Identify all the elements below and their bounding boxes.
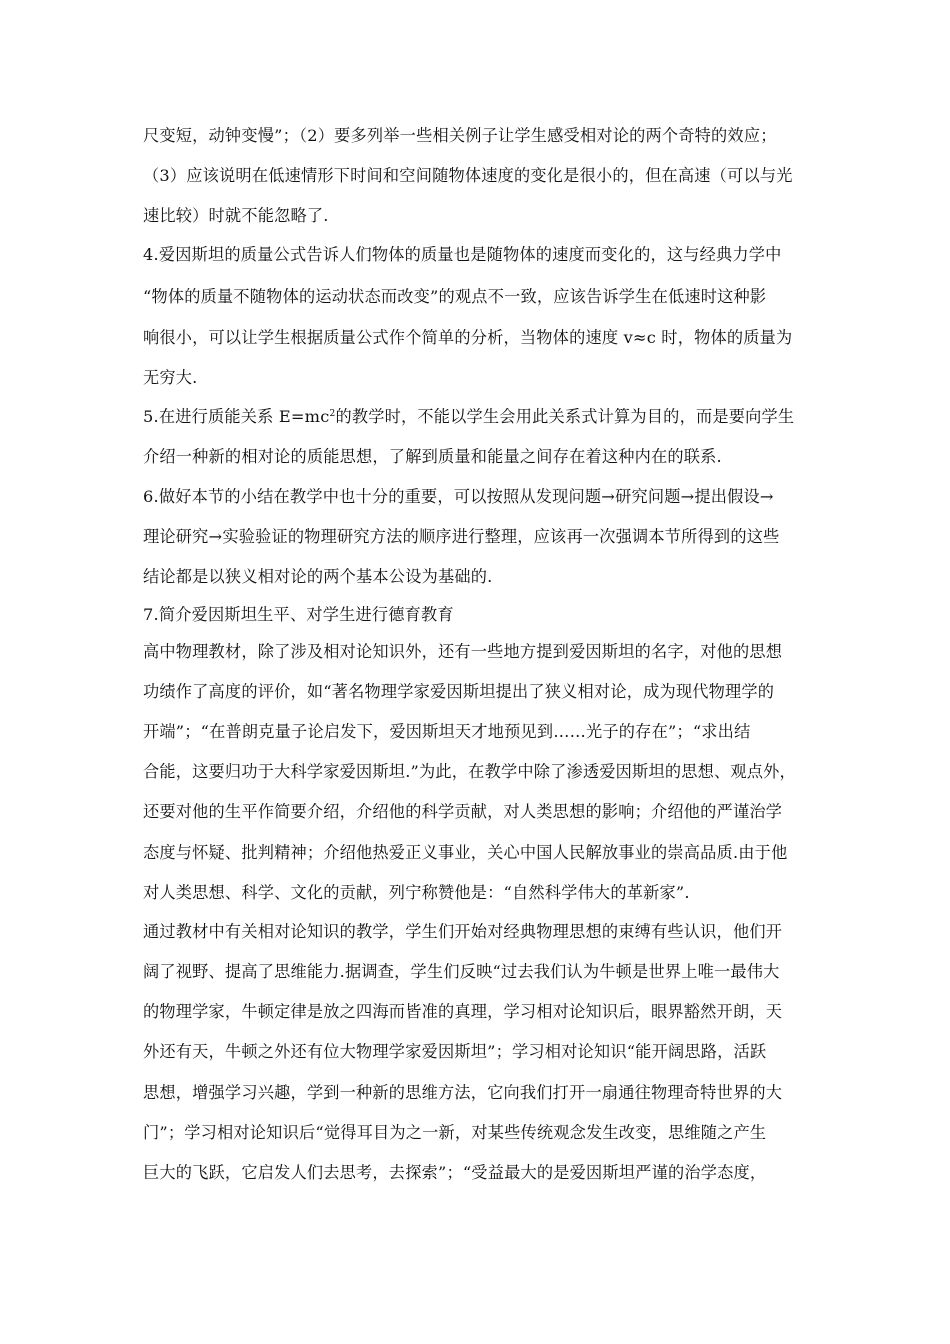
text-line: 态度与怀疑、批判精神；介绍他热爱正义事业，关心中国人民解放事业的崇高品质.由于他 [143, 843, 788, 862]
text-line: 的物理学家，牛顿定律是放之四海而皆准的真理，学习相对论知识后，眼界豁然开朗，天 [143, 1002, 783, 1021]
text-line: 速比较）时就不能忽略了. [143, 206, 329, 225]
text-line: 阔了视野、提高了思维能力.据调查，学生们反映“过去我们认为牛顿是世界上唯一最伟大 [143, 962, 780, 981]
text-line: 门”；学习相对论知识后“觉得耳目为之一新，对某些传统观念发生改变，思维随之产生 [143, 1123, 767, 1142]
text-line: 合能，这要归功于大科学家爱因斯坦.”为此，在教学中除了渗透爱因斯坦的思想、观点外， [143, 762, 796, 781]
text-line: 6.做好本节的小结在教学中也十分的重要，可以按照从发现问题→研究问题→提出假设→ [143, 487, 774, 506]
text-line: 响很小，可以让学生根据质量公式作个简单的分析，当物体的速度 v≈c 时，物体的质量为 [143, 328, 793, 347]
text-line: 开端”；“在普朗克量子论启发下，爱因斯坦天才地预见到……光子的存在”；“求出结 [143, 722, 751, 741]
text-line: 对人类思想、科学、文化的贡献，列宁称赞他是：“自然科学伟大的革新家”. [143, 883, 690, 902]
text-line: 高中物理教材，除了涉及相对论知识外，还有一些地方提到爱因斯坦的名字，对他的思想 [143, 642, 783, 661]
formula-line [143, 407, 794, 427]
text-line: （3）应该说明在低速情形下时间和空间随物体速度的变化是很小的，但在高速（可以与光 [143, 166, 793, 185]
text-line: 结论都是以狭义相对论的两个基本公设为基础的. [143, 567, 493, 586]
formula-text-after: 的教学时，不能以学生会用此关系式计算为目的，而是要向学生 [335, 407, 795, 426]
text-line: 理论研究→实验验证的物理研究方法的顺序进行整理，应该再一次强调本节所得到的这些 [143, 527, 780, 546]
formula-superscript: 2 [329, 409, 336, 419]
text-line: 巨大的飞跃，它启发人们去思考，去探索”；“受益最大的是爱因斯坦严谨的治学态度， [143, 1163, 767, 1182]
text-line: 通过教材中有关相对论知识的教学，学生们开始对经典物理思想的束缚有些认识，他们开 [143, 922, 783, 941]
text-line: 外还有天，牛顿之外还有位大物理学家爱因斯坦”；学习相对论知识“能开阔思路，活跃 [143, 1042, 767, 1061]
text-line: 还要对他的生平作简要介绍，介绍他的科学贡献，对人类思想的影响；介绍他的严谨治学 [143, 802, 783, 821]
text-line: 7.简介爱因斯坦生平、对学生进行德育教育 [143, 605, 454, 624]
formula-text-before: 5.在进行质能关系 E=mc [143, 407, 330, 426]
text-line: “物体的质量不随物体的运动状态而改变”的观点不一致，应该告诉学生在低速时这种影 [143, 287, 767, 306]
text-line: 尺变短，动钟变慢”；（2）要多列举一些相关例子让学生感受相对论的两个奇特的效应； [143, 126, 777, 145]
text-line: 4.爱因斯坦的质量公式告诉人们物体的质量也是随物体的速度而变化的，这与经典力学中 [143, 245, 782, 264]
text-line: 功绩作了高度的评价，如“著名物理学家爱因斯坦提出了狭义相对论，成为现代物理学的 [143, 682, 775, 701]
text-line: 无穷大. [143, 368, 198, 387]
text-line: 介绍一种新的相对论的质能思想，了解到质量和能量之间存在着这种内在的联系. [143, 447, 722, 466]
text-line: 思想，增强学习兴趣，学到一种新的思维方法，它向我们打开一扇通往物理奇特世界的大 [143, 1083, 783, 1102]
